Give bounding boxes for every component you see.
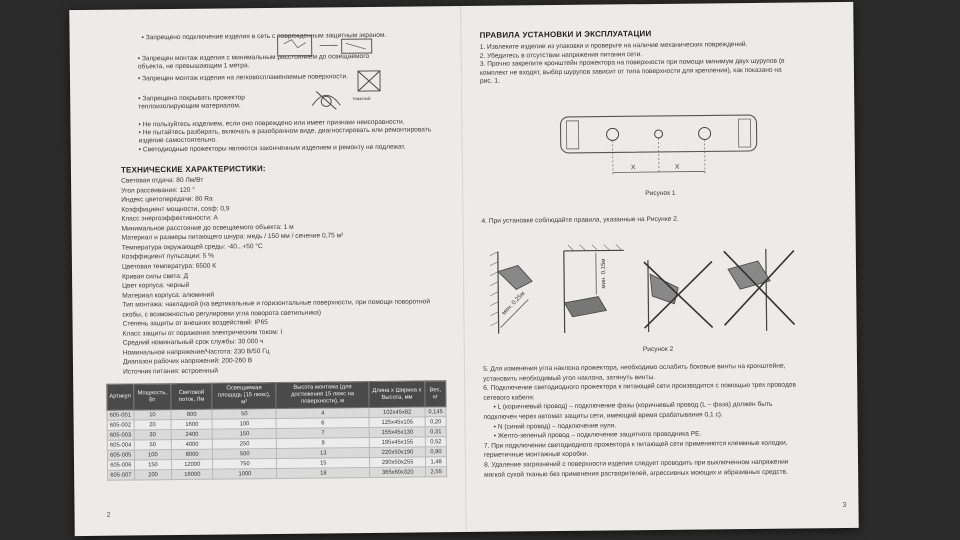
table-cell: 0,90	[426, 447, 447, 457]
install-step-line: сетевого кабеля:	[483, 394, 535, 402]
damaged-screen-icon	[276, 33, 386, 60]
tech-spec-line: Минимальное расстояние до освещаемого объекта: 1 м	[121, 223, 294, 233]
table-cell: 605-007	[108, 470, 135, 480]
tech-spec-line: Цвет корпуса: черный	[122, 281, 190, 290]
install-heading: ПРАВИЛА УСТАНОВКИ И ЭКСПЛУАТАЦИИ	[479, 29, 652, 40]
spec-table	[106, 380, 447, 481]
icon-caption: тяжелый	[352, 95, 371, 102]
install-step-4: 4. При установке соблюдайте правила, указанные на Рисунке 2.	[481, 215, 679, 225]
table-cell: 605-003	[107, 430, 134, 440]
flammable-surface-icon	[354, 69, 386, 95]
install-step-line: • N (синий провод) – подключение нуля.	[493, 422, 617, 431]
warning-disassemble: • Не пытайтесь разбирать, включать в разобранном виде, диагностировать или ремонтировать изделие самостоятельно.	[138, 126, 432, 145]
table-cell: 0,31	[425, 427, 446, 437]
left-page	[69, 6, 464, 536]
table-cell: 16000	[172, 469, 213, 479]
table-cell: 500	[213, 448, 277, 459]
page-number-left: 2	[106, 511, 111, 519]
tech-spec-line: Температура окружающей среды: -40...+50 °C	[121, 242, 263, 252]
install-step-line: 2. Убедитесь в отсутствии напряжения питания сети.	[479, 50, 643, 60]
table-cell: 8000	[172, 449, 213, 459]
warning-not-repairable: • Светодиодные прожекторы являются законченным изделием и ремонту не подлежат.	[138, 143, 406, 154]
install-step-line: подключен через автомат защиты сети, имеющий время срабатывания 0,1 с).	[483, 411, 723, 421]
spec-table-body	[107, 407, 447, 481]
table-cell: 1,48	[426, 457, 447, 467]
figure-1-bracket-diagram	[554, 107, 765, 189]
table-cell: 6	[276, 418, 369, 429]
fig2-dim-min-025: мин. 0,25м	[501, 290, 527, 317]
spec-table-header-cell: Артикул	[107, 384, 134, 410]
install-step-line: 3. Прочно закрепите кронштейн прожектора на поверхности при помощи минимум двух шурупов (в	[479, 57, 785, 69]
table-cell: 4	[276, 408, 369, 419]
table-cell: 0,52	[425, 437, 446, 447]
tech-spec-line: Класс энергоэффективности: A	[121, 214, 218, 223]
warning-screen: • Запрещено подключение изделия в сеть с поврежденным защитным экраном.	[141, 31, 387, 42]
table-cell: 7	[277, 428, 370, 439]
table-cell: 0,145	[425, 407, 446, 417]
tech-spec-line: Угол рассеивания: 120 °	[121, 186, 195, 195]
fig2-caption: Рисунок 2	[642, 345, 674, 354]
tech-spec-line: Цветовая температура: 6500 К	[121, 262, 217, 271]
tech-spec-line: Световая отдача: 80 Лм/Вт	[121, 176, 204, 185]
spec-table-header-cell: Длина x Ширина x Высота, мм	[369, 381, 425, 408]
warning-insulation: • Запрещено покрывать прожектор теплоизолирующим материалом.	[138, 94, 246, 111]
table-cell: 150	[212, 428, 276, 439]
instruction-sheet	[69, 2, 858, 536]
tech-spec-line: Кривая силы света: Д	[122, 272, 189, 281]
table-cell: 1000	[213, 468, 277, 479]
figure-2-mounting-rules	[488, 238, 829, 342]
install-step-line: • Желто-зеленый провод – подключение защитного проводника PE.	[493, 430, 702, 440]
tech-spec-line: Средний номинальный срок службы: 30 000 ч	[122, 338, 264, 347]
table-cell: 1600	[171, 419, 212, 429]
table-cell: 12000	[172, 459, 213, 469]
warning-distance: • Запрещен монтаж изделия с минимальным расстоянием до освещаемого объекта, не превышающим 1 метра.	[137, 52, 370, 71]
spec-table-header-cell: Мощность, Вт	[133, 384, 171, 410]
table-cell: 750	[213, 458, 277, 469]
tech-spec-line: Коэффициент пульсации: 5 %	[121, 253, 215, 261]
table-cell: 125x45x105	[369, 417, 425, 428]
install-step-line: 5. Для изменения угла наклона прожектора, необходимо ослабить боковые винты на кронштейне,	[483, 362, 786, 373]
table-cell: 50	[134, 440, 172, 450]
table-cell: 365x60x320	[370, 467, 426, 478]
table-cell: 605-005	[107, 450, 134, 460]
spec-table-header-cell: Освещаемая площадь (15 люкс), м²	[212, 382, 276, 409]
tech-spec-line: Номинальное напряжение/Частота: 230 В/50 Гц	[122, 347, 270, 357]
tech-spec-line: Тип монтажа: накладной (на вертикальные и горизонтальные поверхности, при помощи поворотной	[122, 298, 431, 309]
table-cell: 102x45x82	[369, 407, 425, 418]
install-step-line: герметичные монтажные коробки.	[483, 451, 589, 460]
tech-spec-line: скобы, с возможностью регулировки угла поворота светильника)	[122, 309, 322, 319]
install-step-line: 7. При подключении светодиодного прожектора к питающей сети применяются клеммные колодки,	[483, 439, 788, 450]
table-cell: 800	[171, 409, 212, 419]
install-step-line: установить необходимый угол наклона, затянуть винты.	[483, 373, 656, 383]
tech-spec-line: Коэффициент мощности, cosф: 0,9	[121, 205, 230, 214]
table-cell: 155x45x130	[369, 427, 425, 438]
install-step-line: 1. Извлеките изделие из упаковки и проверьте на наличие механических повреждений.	[479, 41, 748, 51]
table-cell: 2400	[171, 429, 212, 439]
right-page	[463, 2, 858, 532]
spec-table-header-cell: Вес, кг	[425, 381, 446, 407]
table-cell: 605-004	[107, 440, 134, 450]
tech-spec-line: Степень защиты от внешних воздействий: IP65	[122, 319, 268, 328]
tech-spec-line: Диапазон рабочих напряжений: 200-260 В	[122, 357, 253, 367]
table-cell: 15	[277, 457, 370, 468]
tech-spec-line: Класс защиты от поражения электрическим током: I	[122, 328, 283, 338]
tech-spec-line: Источник питания: встроенный	[123, 367, 218, 376]
table-cell: 30	[134, 430, 172, 440]
tech-spec-line: Материал корпуса: алюминий	[122, 291, 215, 300]
install-step-line: рис. 1.	[480, 78, 500, 86]
table-cell: 50	[212, 408, 276, 419]
table-cell: 150	[134, 460, 172, 470]
table-cell: 200	[134, 470, 172, 480]
page-number-right: 3	[842, 502, 847, 510]
table-cell: 605-001	[107, 410, 134, 420]
warning-flammable: • Запрещен монтаж изделия на легковоспламеняемые поверхности.	[137, 73, 349, 83]
table-cell: 100	[212, 418, 276, 429]
fig1-x-right: X	[674, 163, 680, 171]
table-cell: 13	[277, 447, 370, 458]
table-cell: 0,20	[425, 417, 446, 427]
table-cell: 4000	[171, 439, 212, 449]
fig1-x-left: X	[630, 164, 636, 172]
fig2-dim-min-015: мин. 0,15м	[600, 258, 608, 289]
table-cell: 250	[213, 438, 277, 449]
install-step-line: 6. Подключение светодиодного прожектора к питающей сети производится с помощью трех проводов	[483, 381, 797, 392]
table-cell: 100	[134, 450, 172, 460]
table-cell: 18	[277, 467, 370, 478]
install-step-line: 8. Удаление загрязнений с поверхности изделия следует проводить при выключенном напряжении	[484, 458, 789, 469]
table-cell: 605-006	[107, 460, 134, 470]
table-cell: 10	[134, 410, 172, 420]
table-cell: 20	[134, 420, 172, 430]
table-cell: 220x50x190	[370, 447, 426, 458]
table-cell: 2,55	[426, 467, 447, 477]
spec-table-header-cell: Высота монтажа (для достижения 15 люкс на поверхности), м	[276, 382, 369, 409]
install-step-line: • L (коричневый провод) – подключение фазы (коричневый провод (L – фаза) должен быть	[493, 401, 773, 412]
fig1-caption: Рисунок 1	[645, 189, 676, 198]
spec-table-header	[107, 381, 446, 411]
table-cell: 605-002	[107, 420, 134, 430]
spec-table-header-cell: Световой поток, Лм	[171, 383, 212, 409]
table-cell: 9	[277, 437, 370, 448]
install-step-line: комплект не входят, выбор шурупов зависит от типа поверхности для крепления), как показано на	[479, 66, 782, 77]
table-row	[108, 467, 447, 481]
warning-damaged: • Не пользуйтесь изделием, если оно повреждено или имеет признаки неисправности.	[138, 118, 405, 129]
tech-spec-line: Индекс цветопередачи: 80 Ra	[121, 195, 213, 204]
tech-heading: ТЕХНИЧЕСКИЕ ХАРАКТЕРИСТИКИ:	[120, 164, 266, 175]
insulation-cover-icon	[306, 87, 346, 111]
install-step-line: мягкой сухой тканью без применения растворителей, агрессивных моющих и абразивных средств.	[484, 468, 788, 479]
table-cell: 290x50x255	[370, 457, 426, 468]
tech-spec-line: Материал и размеры питающего шнура: медь / 150 мм / сечение 0,75 м²	[121, 232, 344, 242]
table-cell: 195x45x155	[369, 437, 425, 448]
